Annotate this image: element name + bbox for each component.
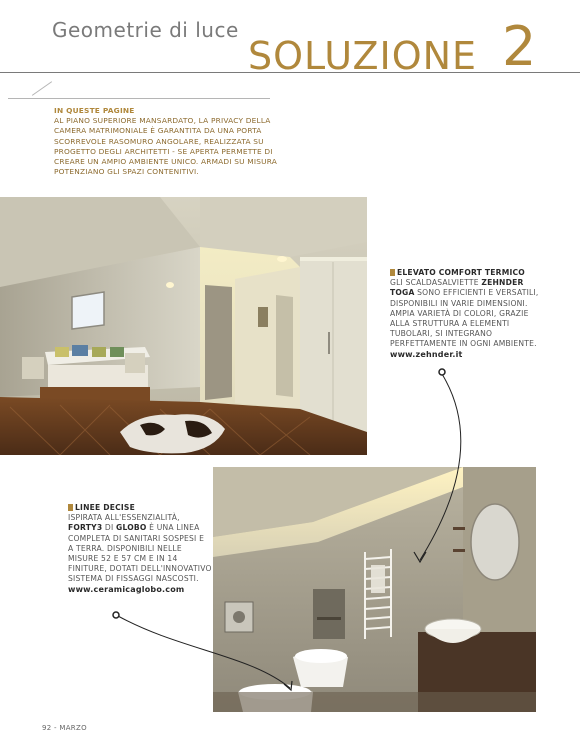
caption-zehnder-text-2: SONO EFFICIENTI E VERSATILI, DISPONIBILI IN VARIE DIMENSIONI. AMPIA VARIETÀ DI COLORI, GRAZIE ALLA STRUTTURA A ELEMENTI TUBOLARI, SI INTEGRANO PERFETTAMENTE IN OGNI AMBIENTE.	[390, 288, 539, 349]
bullet-square-icon	[390, 269, 395, 276]
caption-globo-text-3: È UNA LINEA COMPLETA DI SANITARI SOSPESI E A TERRA. DISPONIBILI NELLE MISURE 52 E 57 CM E IN 14 FINITURE, DOTATI DELL'INNOVATIVO SISTEMA DI FISSAGGI NASCOSTI.	[68, 523, 212, 584]
caption-globo-product: FORTY3	[68, 523, 103, 533]
folio: 92 - MARZO	[42, 724, 87, 732]
caption-globo-heading: LINEE DECISE	[75, 503, 135, 512]
caption-zehnder-heading: ELEVATO COMFORT TERMICO	[397, 268, 525, 277]
bathroom-illustration	[213, 467, 536, 712]
bullet-square-icon	[68, 504, 73, 511]
bathroom-photo	[213, 467, 536, 712]
caption-zehnder-text-1: GLI SCALDASALVIETTE	[390, 278, 482, 288]
intro-body: AL PIANO SUPERIORE MANSARDATO, LA PRIVACY DELLA CAMERA MATRIMONIALE È GARANTITA DA UNA PORTA SCORREVOLE RASOMURO ANGOLARE, REALIZZATA SU PROGETTO DEGLI ARCHITETTI - SE APERTA PERMETTE DI CREARE UN AMPIO AMBIENTE UNICO. ARMADI SU MISURA POTENZIANO GLI SPAZI CONTENITIVI.	[54, 116, 278, 177]
caption-zehnder-brand: ZEHNDER TOGA	[390, 278, 524, 298]
solution-word: SOLUZIONE	[248, 34, 478, 78]
zehnder-connector-dot	[439, 369, 445, 375]
bedroom-illustration	[0, 197, 367, 455]
caption-zehnder	[390, 268, 550, 360]
caption-zehnder-url[interactable]: www.zehnder.it	[390, 349, 463, 359]
solution-number: 2	[502, 15, 537, 78]
caption-globo	[68, 503, 212, 595]
caption-globo-url[interactable]: www.ceramicaglobo.com	[68, 584, 185, 594]
intro-rule-diagonal	[32, 81, 52, 96]
intro-text-block	[54, 106, 284, 177]
intro-kicker: IN QUESTE PAGINE	[54, 106, 135, 115]
section-title: Geometrie di luce	[52, 18, 239, 42]
globo-connector-dot	[113, 612, 119, 618]
caption-globo-text-2: DI	[102, 523, 117, 533]
caption-globo-text-1: ISPIRATA ALL'ESSENZIALITÀ,	[68, 513, 180, 523]
caption-globo-brand: GLOBO	[116, 523, 147, 533]
intro-rule	[8, 98, 270, 99]
bedroom-photo	[0, 197, 367, 455]
